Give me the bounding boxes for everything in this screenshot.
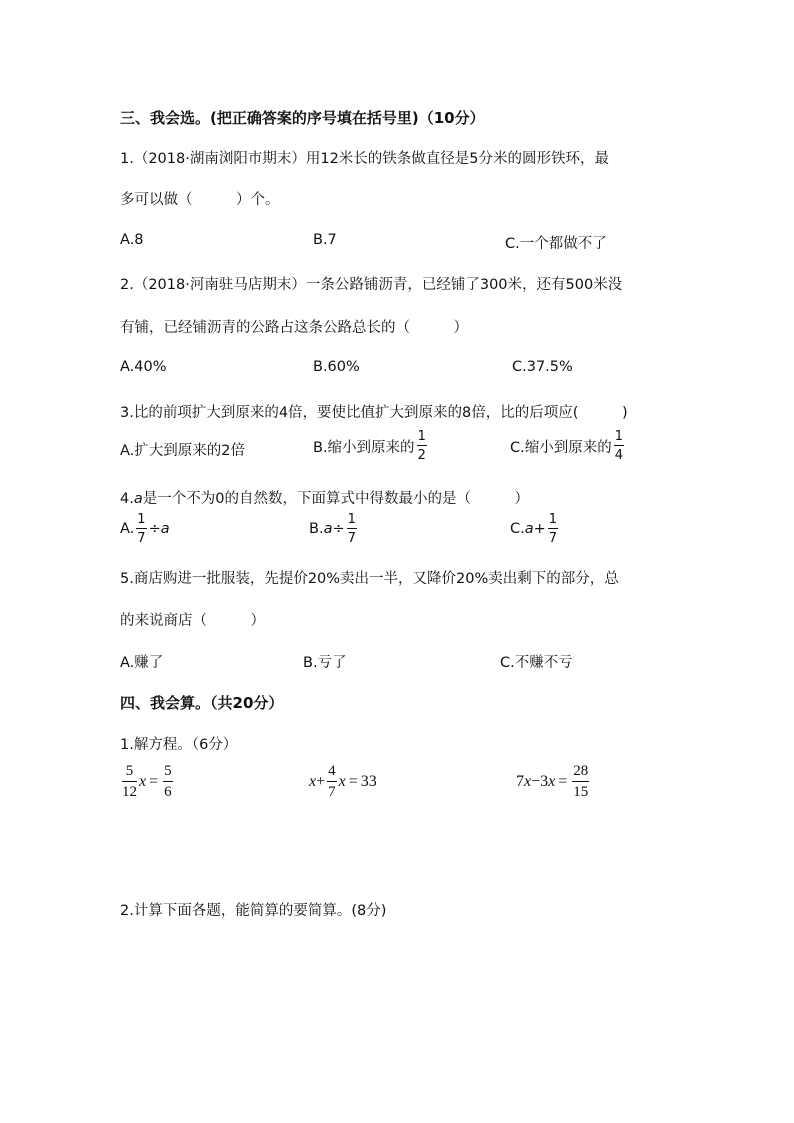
q3-option-b-label: B.缩小到原来的 (313, 439, 415, 456)
q5-line1: 5.商店购进一批服装，先提价20%卖出一半，又降价20%卖出剩下的部分，总 (120, 571, 619, 587)
q4-variable: a (133, 491, 143, 507)
q3-option-b[interactable] (313, 430, 429, 462)
q3-text: 3.比的前项扩大到原来的4倍，要使比值扩大到原来的8倍，比的后项应( ) (120, 405, 628, 421)
q4-text: 4.a是一个不为0的自然数，下面算式中得数最小的是（ ） (120, 491, 529, 507)
equation-3: 7 x − 3 x = $\frac{28}{15}$ (516, 763, 589, 800)
q2-option-a[interactable]: A.40% (120, 359, 167, 375)
q5-option-b[interactable]: B.亏了 (303, 655, 347, 671)
section3-title: 三、我会选。(把正确答案的序号填在括号里)（10分） (120, 109, 485, 127)
q3-option-c[interactable] (510, 430, 626, 462)
equation-1: $\frac{5}{12}$ x = $\frac{5}{6}$ (122, 763, 172, 800)
q4-option-a-fraction: $\frac{1}{7}$ (137, 512, 146, 546)
q4-2-title: 2.计算下面各题，能简算的要简算。(8分) (120, 903, 387, 919)
q3-option-a[interactable]: A.扩大到原来的2倍 (120, 443, 245, 459)
q3-option-c-label: C.缩小到原来的 (510, 439, 612, 456)
q1-line1: 1.（2018·湖南浏阳市期末）用12米长的铁条做直径是5分米的圆形铁环，最 (120, 151, 610, 167)
q5-option-a[interactable]: A.赚了 (120, 655, 164, 671)
section4-title: 四、我会算。（共20分） (120, 694, 284, 712)
q1-line2: 多可以做（ ）个。 (120, 192, 280, 208)
q2-line1: 2.（2018·河南驻马店期末）一条公路铺沥青，已经铺了300米，还有500米没 (120, 277, 623, 293)
q1-option-c[interactable]: C.一个都做不了 (505, 236, 607, 252)
q5-option-c[interactable]: C.不赚不亏 (500, 655, 573, 671)
q5-line2: 的来说商店（ ） (120, 613, 265, 629)
q2-option-c[interactable]: C.37.5% (512, 359, 573, 375)
q1-option-a[interactable]: A.8 (120, 232, 144, 248)
q4-option-b[interactable]: B. a ÷ $\frac{1}{7}$ (309, 512, 356, 546)
q2-line2: 有铺，已经铺沥青的公路占这条公路总长的（ ） (120, 320, 468, 336)
q3-option-b-fraction: $\frac{1}{2}$ (417, 429, 426, 463)
q4-option-a[interactable]: A. $\frac{1}{7}$ ÷ a (120, 512, 170, 546)
equation-2: x + $\frac{4}{7}$ x = 33 (309, 763, 377, 800)
q3-option-c-fraction: $\frac{1}{4}$ (614, 429, 624, 463)
q1-option-b[interactable]: B.7 (313, 232, 337, 248)
q4-option-c[interactable]: C. a + $\frac{1}{7}$ (510, 512, 558, 546)
q4-option-b-fraction: $\frac{1}{7}$ (347, 512, 356, 546)
q4-1-title: 1.解方程。（6分） (120, 737, 238, 753)
q4-option-c-fraction: $\frac{1}{7}$ (548, 512, 558, 546)
q2-option-b[interactable]: B.60% (313, 359, 360, 375)
